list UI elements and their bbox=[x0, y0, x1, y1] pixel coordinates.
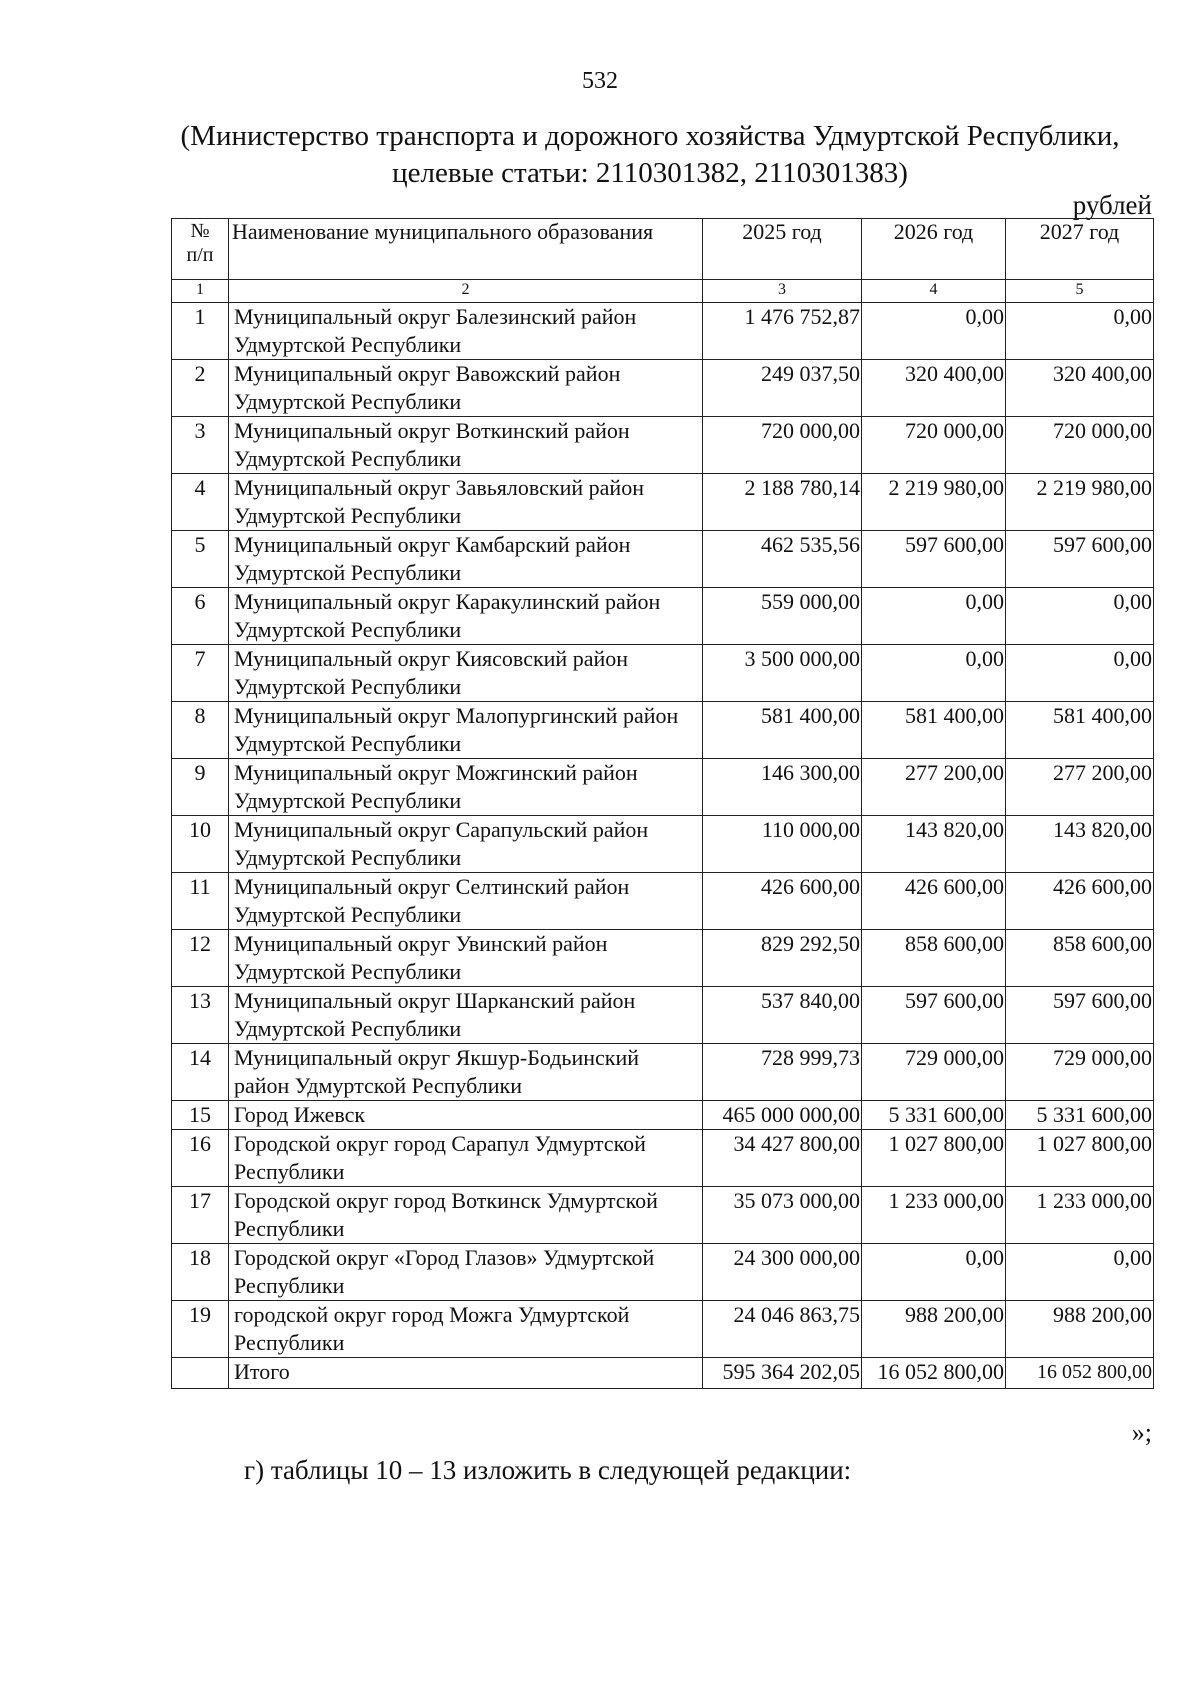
table-row bbox=[172, 987, 1154, 1044]
municipality-name: Муниципальный округ Увинский район Удмуртской Республики bbox=[229, 930, 703, 987]
municipality-name: Муниципальный округ Воткинский район Удмуртской Республики bbox=[229, 417, 703, 474]
amount-2025: 581 400,00 bbox=[703, 702, 862, 759]
row-number: 11 bbox=[172, 873, 229, 930]
row-number: 2 bbox=[172, 360, 229, 417]
total-number-cell bbox=[172, 1358, 229, 1389]
table-row bbox=[172, 1044, 1154, 1101]
amount-2025: 559 000,00 bbox=[703, 588, 862, 645]
amount-2025: 465 000 000,00 bbox=[703, 1101, 862, 1130]
municipality-name: Городской округ город Воткинск Удмуртской Республики bbox=[229, 1187, 703, 1244]
municipality-name: Городской округ город Сарапул Удмуртской Республики bbox=[229, 1130, 703, 1187]
title-line-2: целевые статьи: 2110301382, 2110301383) bbox=[392, 157, 908, 189]
title-line-1: (Министерство транспорта и дорожного хозяйства Удмуртской Республики, bbox=[180, 120, 1120, 152]
header-2026: 2026 год bbox=[862, 219, 1006, 280]
page-number: 532 bbox=[582, 68, 618, 94]
municipality-name: Муниципальный округ Киясовский район Удмуртской Республики bbox=[229, 645, 703, 702]
page-title bbox=[150, 118, 1150, 192]
municipality-name: Муниципальный округ Сарапульский район Удмуртской Республики bbox=[229, 816, 703, 873]
amount-2027: 597 600,00 bbox=[1006, 987, 1154, 1044]
total-2025: 595 364 202,05 bbox=[703, 1358, 862, 1389]
amount-2026: 0,00 bbox=[862, 1244, 1006, 1301]
amount-2025: 24 046 863,75 bbox=[703, 1301, 862, 1358]
municipality-name: Муниципальный округ Малопургинский район Удмуртской Республики bbox=[229, 702, 703, 759]
table-row bbox=[172, 588, 1154, 645]
table-row bbox=[172, 759, 1154, 816]
row-number: 17 bbox=[172, 1187, 229, 1244]
header-2025: 2025 год bbox=[703, 219, 862, 280]
amount-2026: 1 027 800,00 bbox=[862, 1130, 1006, 1187]
table-row bbox=[172, 417, 1154, 474]
amount-2027: 0,00 bbox=[1006, 1244, 1154, 1301]
amount-2025: 537 840,00 bbox=[703, 987, 862, 1044]
amount-2026: 597 600,00 bbox=[862, 987, 1006, 1044]
amount-2026: 143 820,00 bbox=[862, 816, 1006, 873]
municipality-name: Муниципальный округ Каракулинский район Удмуртской Республики bbox=[229, 588, 703, 645]
amount-2027: 720 000,00 bbox=[1006, 417, 1154, 474]
table-row bbox=[172, 1301, 1154, 1358]
municipality-name: Муниципальный округ Завьяловский район Удмуртской Республики bbox=[229, 474, 703, 531]
amount-2025: 249 037,50 bbox=[703, 360, 862, 417]
municipality-name: Муниципальный округ Балезинский район Удмуртской Республики bbox=[229, 303, 703, 360]
amount-2025: 426 600,00 bbox=[703, 873, 862, 930]
amount-2027: 426 600,00 bbox=[1006, 873, 1154, 930]
amount-2027: 988 200,00 bbox=[1006, 1301, 1154, 1358]
table-row bbox=[172, 1130, 1154, 1187]
amount-2025: 829 292,50 bbox=[703, 930, 862, 987]
amount-2025: 110 000,00 bbox=[703, 816, 862, 873]
amount-2027: 0,00 bbox=[1006, 588, 1154, 645]
amount-2027: 581 400,00 bbox=[1006, 702, 1154, 759]
header-2027: 2027 год bbox=[1006, 219, 1154, 280]
amount-2027: 5 331 600,00 bbox=[1006, 1101, 1154, 1130]
row-number: 12 bbox=[172, 930, 229, 987]
amount-2025: 3 500 000,00 bbox=[703, 645, 862, 702]
table-row bbox=[172, 816, 1154, 873]
header-number bbox=[172, 219, 229, 280]
row-number: 6 bbox=[172, 588, 229, 645]
amount-2026: 581 400,00 bbox=[862, 702, 1006, 759]
amount-2025: 2 188 780,14 bbox=[703, 474, 862, 531]
subsidy-table bbox=[171, 218, 1154, 1389]
amount-2026: 729 000,00 bbox=[862, 1044, 1006, 1101]
amount-2026: 320 400,00 bbox=[862, 360, 1006, 417]
amount-2026: 0,00 bbox=[862, 588, 1006, 645]
municipality-name: Городской округ «Город Глазов» Удмуртской Республики bbox=[229, 1244, 703, 1301]
table-row bbox=[172, 360, 1154, 417]
table-body bbox=[172, 303, 1154, 1358]
column-index-row bbox=[172, 280, 1154, 303]
table-header-row bbox=[172, 219, 1154, 280]
amount-2026: 0,00 bbox=[862, 645, 1006, 702]
column-index: 3 bbox=[703, 280, 862, 303]
total-label: Итого bbox=[229, 1358, 703, 1389]
column-index: 2 bbox=[229, 280, 703, 303]
amount-2025: 35 073 000,00 bbox=[703, 1187, 862, 1244]
amount-2026: 988 200,00 bbox=[862, 1301, 1006, 1358]
row-number: 10 bbox=[172, 816, 229, 873]
table-row bbox=[172, 474, 1154, 531]
amount-2027: 0,00 bbox=[1006, 645, 1154, 702]
amount-2025: 24 300 000,00 bbox=[703, 1244, 862, 1301]
column-index: 1 bbox=[172, 280, 229, 303]
row-number: 19 bbox=[172, 1301, 229, 1358]
amount-2026: 597 600,00 bbox=[862, 531, 1006, 588]
units-label: рублей bbox=[1072, 190, 1152, 220]
amount-2025: 146 300,00 bbox=[703, 759, 862, 816]
row-number: 9 bbox=[172, 759, 229, 816]
row-number: 15 bbox=[172, 1101, 229, 1130]
amount-2027: 1 027 800,00 bbox=[1006, 1130, 1154, 1187]
table-row bbox=[172, 645, 1154, 702]
amount-2027: 597 600,00 bbox=[1006, 531, 1154, 588]
amount-2025: 728 999,73 bbox=[703, 1044, 862, 1101]
amount-2027: 277 200,00 bbox=[1006, 759, 1154, 816]
amount-2027: 2 219 980,00 bbox=[1006, 474, 1154, 531]
amount-2025: 462 535,56 bbox=[703, 531, 862, 588]
amount-2026: 1 233 000,00 bbox=[862, 1187, 1006, 1244]
row-number: 8 bbox=[172, 702, 229, 759]
row-number: 3 bbox=[172, 417, 229, 474]
municipality-name: Город Ижевск bbox=[229, 1101, 703, 1130]
amount-2027: 858 600,00 bbox=[1006, 930, 1154, 987]
total-row bbox=[172, 1358, 1154, 1389]
column-index: 5 bbox=[1006, 280, 1154, 303]
row-number: 16 bbox=[172, 1130, 229, 1187]
amount-2025: 720 000,00 bbox=[703, 417, 862, 474]
municipality-name: Муниципальный округ Якшур-Бодьинский район Удмуртской Республики bbox=[229, 1044, 703, 1101]
amount-2026: 858 600,00 bbox=[862, 930, 1006, 987]
header-number-line-2: п/п bbox=[186, 244, 214, 266]
column-index: 4 bbox=[862, 280, 1006, 303]
row-number: 18 bbox=[172, 1244, 229, 1301]
amount-2026: 426 600,00 bbox=[862, 873, 1006, 930]
total-2027: 16 052 800,00 bbox=[1006, 1358, 1154, 1389]
row-number: 4 bbox=[172, 474, 229, 531]
table-row bbox=[172, 303, 1154, 360]
header-number-line-1: № bbox=[190, 220, 210, 242]
row-number: 7 bbox=[172, 645, 229, 702]
table-row bbox=[172, 930, 1154, 987]
table-row bbox=[172, 1101, 1154, 1130]
amendment-text: г) таблицы 10 – 13 изложить в следующей редакции: bbox=[244, 1455, 852, 1485]
amount-2025: 34 427 800,00 bbox=[703, 1130, 862, 1187]
amount-2026: 720 000,00 bbox=[862, 417, 1006, 474]
table-row bbox=[172, 1187, 1154, 1244]
table-row bbox=[172, 531, 1154, 588]
amount-2027: 143 820,00 bbox=[1006, 816, 1154, 873]
municipality-name: Муниципальный округ Можгинский район Удмуртской Республики bbox=[229, 759, 703, 816]
row-number: 14 bbox=[172, 1044, 229, 1101]
amount-2027: 0,00 bbox=[1006, 303, 1154, 360]
municipality-name: Муниципальный округ Селтинский район Удмуртской Республики bbox=[229, 873, 703, 930]
amount-2026: 0,00 bbox=[862, 303, 1006, 360]
table-row bbox=[172, 1244, 1154, 1301]
amount-2026: 2 219 980,00 bbox=[862, 474, 1006, 531]
table-row bbox=[172, 702, 1154, 759]
amount-2026: 5 331 600,00 bbox=[862, 1101, 1006, 1130]
amount-2025: 1 476 752,87 bbox=[703, 303, 862, 360]
amount-2027: 1 233 000,00 bbox=[1006, 1187, 1154, 1244]
table-row bbox=[172, 873, 1154, 930]
municipality-name: Муниципальный округ Шарканский район Удмуртской Республики bbox=[229, 987, 703, 1044]
amount-2027: 320 400,00 bbox=[1006, 360, 1154, 417]
row-number: 1 bbox=[172, 303, 229, 360]
closing-quote: »; bbox=[1131, 1418, 1152, 1447]
amount-2026: 277 200,00 bbox=[862, 759, 1006, 816]
total-2026: 16 052 800,00 bbox=[862, 1358, 1006, 1389]
header-name: Наименование муниципального образования bbox=[229, 219, 703, 280]
municipality-name: Муниципальный округ Камбарский район Удмуртской Республики bbox=[229, 531, 703, 588]
row-number: 13 bbox=[172, 987, 229, 1044]
municipality-name: Муниципальный округ Вавожский район Удмуртской Республики bbox=[229, 360, 703, 417]
amount-2027: 729 000,00 bbox=[1006, 1044, 1154, 1101]
row-number: 5 bbox=[172, 531, 229, 588]
municipality-name: городской округ город Можга Удмуртской Республики bbox=[229, 1301, 703, 1358]
